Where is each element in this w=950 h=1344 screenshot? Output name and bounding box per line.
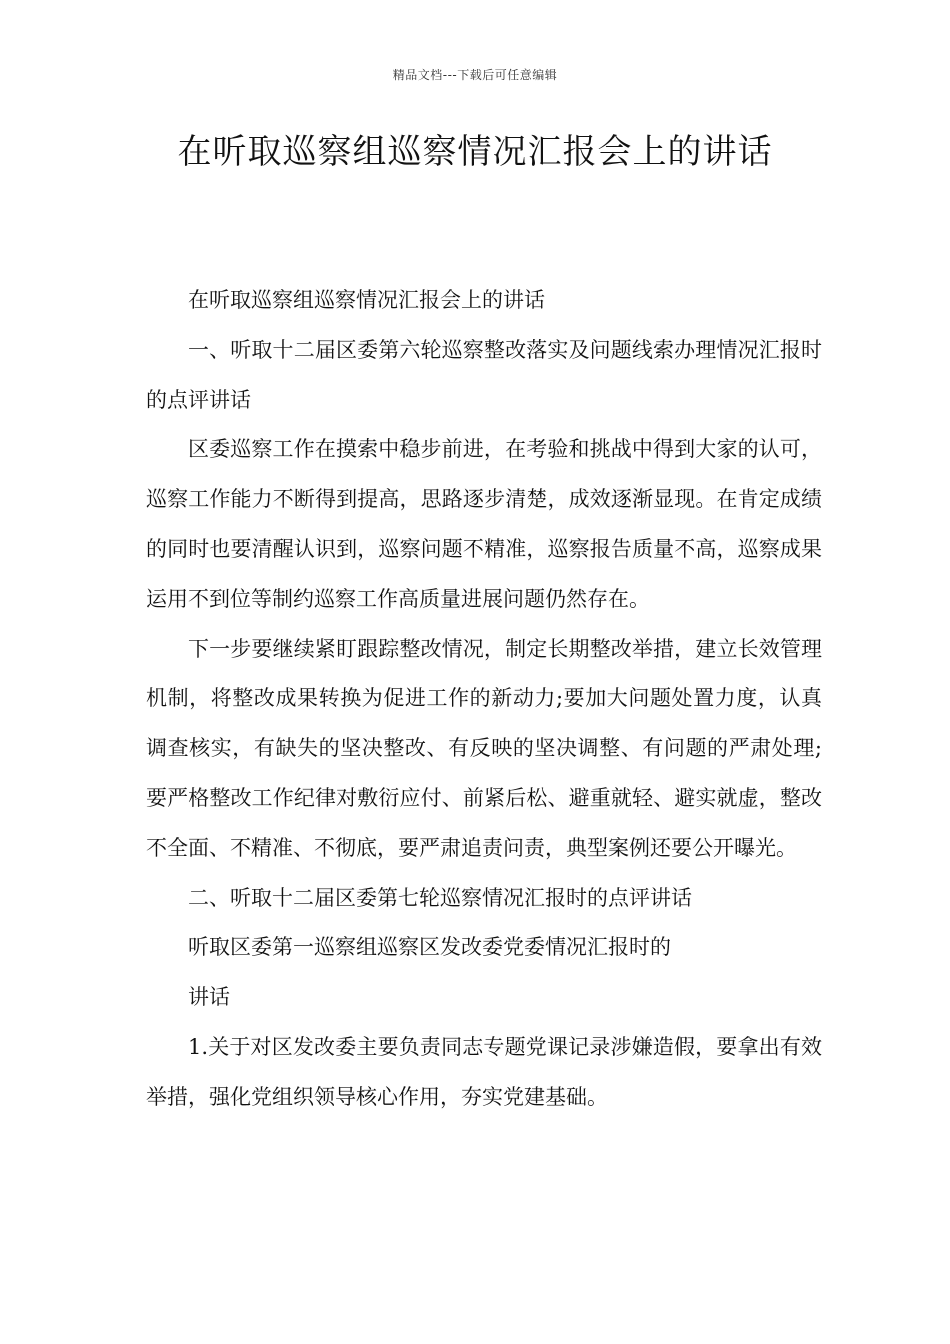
paragraph-sub-heading-continued: 讲话 — [188, 985, 230, 1010]
header-note: 精品文档---下载后可任意编辑 — [392, 68, 558, 82]
paragraph-body: 区委巡察工作在摸索中稳步前进，在考验和挑战中得到大家的认可，巡察工作能力不断得到提高，思路逐步清楚，成效逐渐显现。在肯定成绩的同时也要清醒认识到，巡察问题不精准，巡察报告质量不高，巡察成果运用不到位等制约巡察工作高质量进展问题仍然存在。 — [146, 437, 822, 611]
paragraph-section-one-heading: 一、听取十二届区委第六轮巡察整改落实及问题线索办理情况汇报时的点评讲话 — [146, 337, 822, 412]
paragraph-section-two-heading: 二、听取十二届区委第七轮巡察情况汇报时的点评讲话 — [188, 885, 692, 910]
document-title: 在听取巡察组巡察情况汇报会上的讲话 — [177, 132, 773, 172]
paragraph-list-item: 1.关于对区发改委主要负责同志专题党课记录涉嫌造假，要拿出有效举措，强化党组织领导核心作用，夯实党建基础。 — [146, 1034, 822, 1109]
paragraph-sub-heading: 听取区委第一巡察组巡察区发改委党委情况汇报时的 — [188, 935, 671, 960]
paragraph-body: 下一步要继续紧盯跟踪整改情况，制定长期整改举措，建立长效管理机制，将整改成果转换为促进工作的新动力;要加大问题处置力度，认真调查核实，有缺失的坚决整改、有反映的坚决调整、有问题的严肃处理;要严格整改工作纪律对敷衍应付、前紧后松、避重就轻、避实就虚，整改不全面、不精准、不彻底，要严肃追责问责，典型案例还要公开曝光。 — [146, 636, 822, 860]
document-body — [146, 276, 822, 1123]
paragraph-subtitle: 在听取巡察组巡察情况汇报会上的讲话 — [188, 288, 545, 312]
